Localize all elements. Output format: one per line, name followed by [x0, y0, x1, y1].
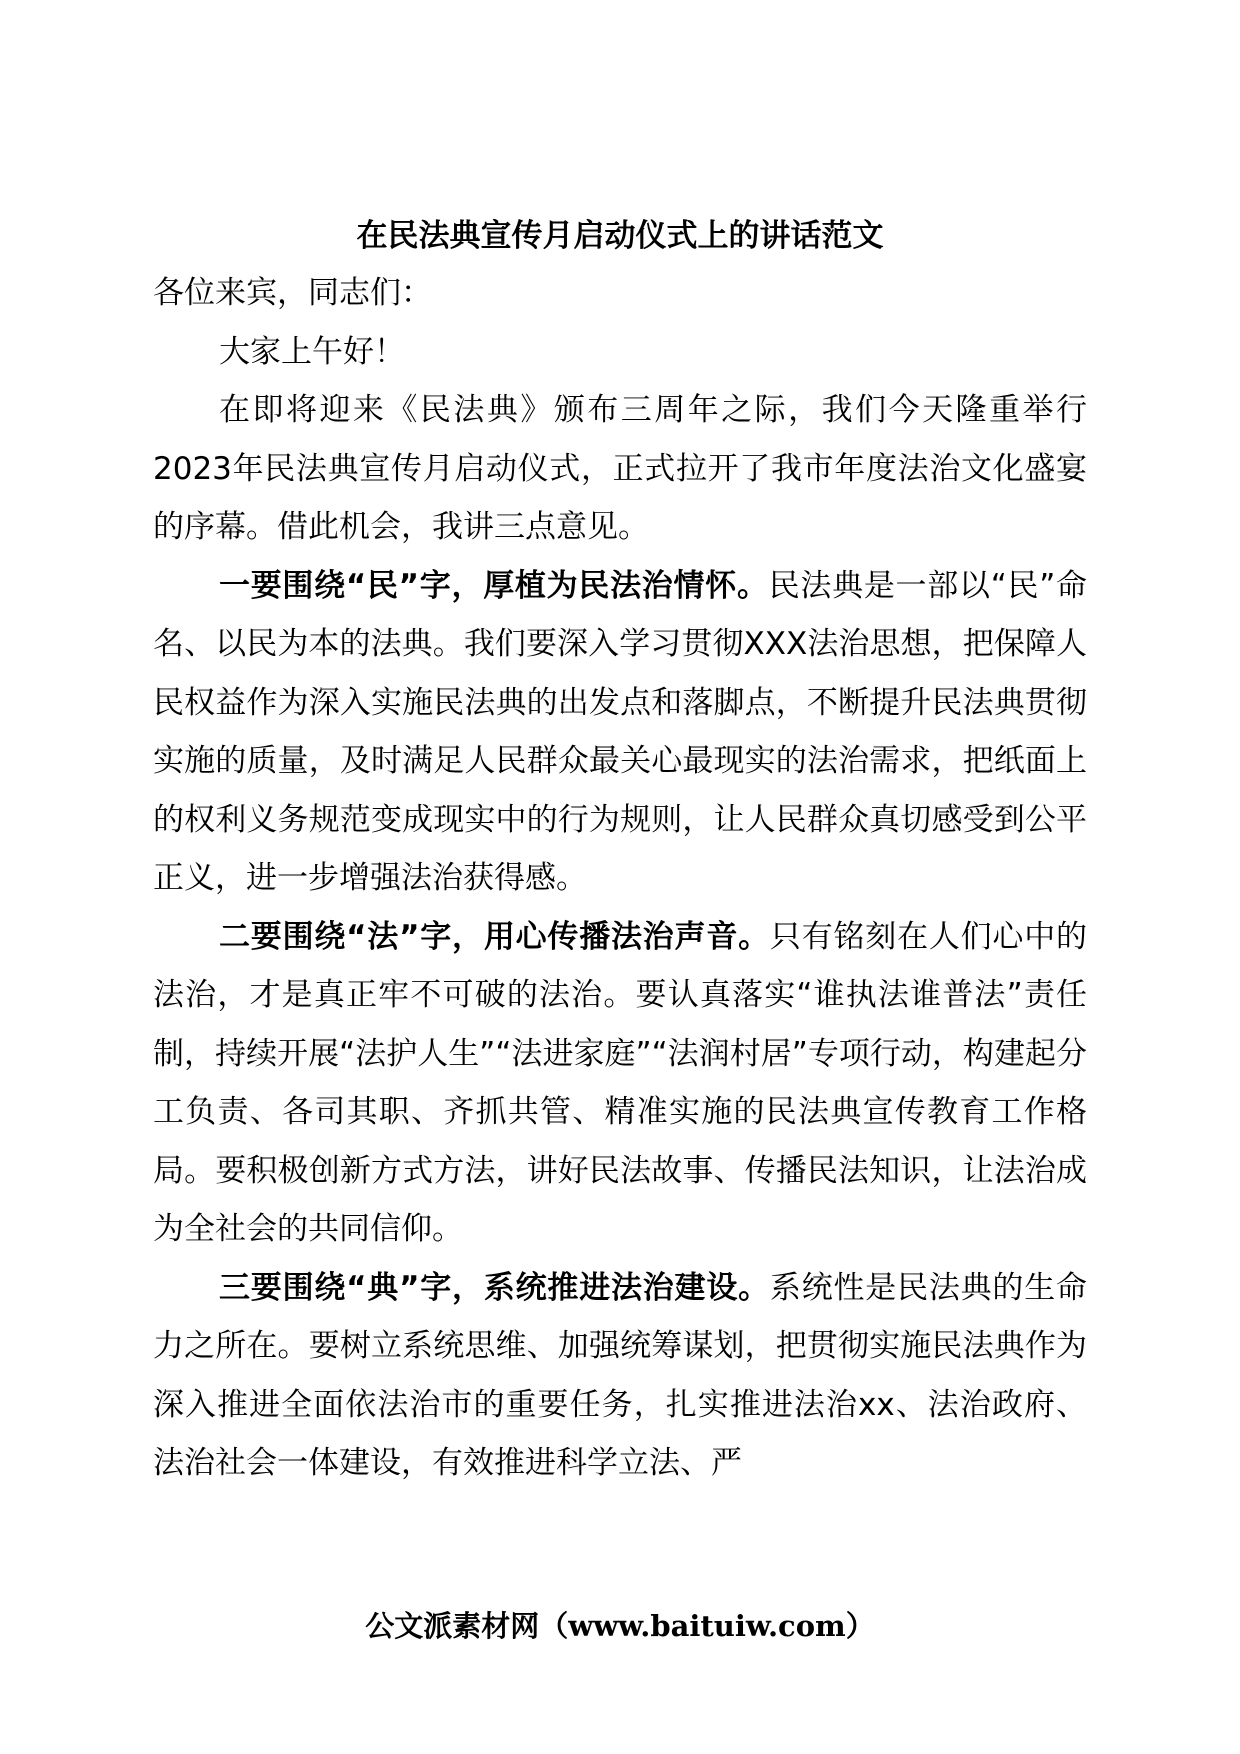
section-heading: 三要围绕“典”字，系统推进法治建设。 — [219, 1269, 770, 1306]
section-text: 民法典是一部以“民”命名、以民为本的法典。我们要深入学习贯彻XXX法治思想，把保障人民权益作为深入实施民法典的出发点和落脚点，不断提升民法典贯彻实施的质量，及时满足人民群众最关心最现实的法治需求，把纸面上的权利义务规范变成现实中的行为规则，让人民群众真切感受到公平正义，进一步增强法治获得感。 — [153, 567, 1087, 896]
intro-paragraph: 在即将迎来《民法典》颁布三周年之际，我们今天隆重举行2023年民法典宣传月启动仪式，正式拉开了我市年度法治文化盛宴的序幕。借此机会，我讲三点意见。 — [153, 392, 1087, 545]
section-paragraph — [153, 908, 1087, 1259]
section-paragraph — [153, 1259, 1087, 1493]
salutation: 各位来宾，同志们： — [153, 275, 432, 311]
document-body — [153, 264, 1087, 1493]
section-text: 只有铭刻在人们心中的法治，才是真正牢不可破的法治。要认真落实“谁执法谁普法”责任制，持续开展“法护人生”“法进家庭”“法润村居”专项行动，构建起分工负责、各司其职、齐抓共管、精准实施的民法典宣传教育工作格局。要积极创新方式方法，讲好民法故事、传播民法知识，让法治成为全社会的共同信仰。 — [153, 918, 1088, 1247]
greeting: 大家上午好！ — [219, 333, 405, 370]
section-text: 系统性是民法典的生命力之所在。要树立系统思维、加强统筹谋划，把贯彻实施民法典作为深入推进全面依法治市的重要任务，扎实推进法治xx、法治政府、法治社会一体建设，有效推进科学立法、严 — [153, 1269, 1088, 1481]
section-heading: 二要围绕“法”字，用心传播法治声音。 — [219, 918, 770, 955]
footer-watermark: 公文派素材网（www.baituiw.com） — [365, 1609, 875, 1643]
section-heading: 一要围绕“民”字，厚植为民法治情怀。 — [219, 567, 769, 604]
document-title: 在民法典宣传月启动仪式上的讲话范文 — [356, 218, 884, 254]
section-paragraph — [153, 557, 1087, 908]
